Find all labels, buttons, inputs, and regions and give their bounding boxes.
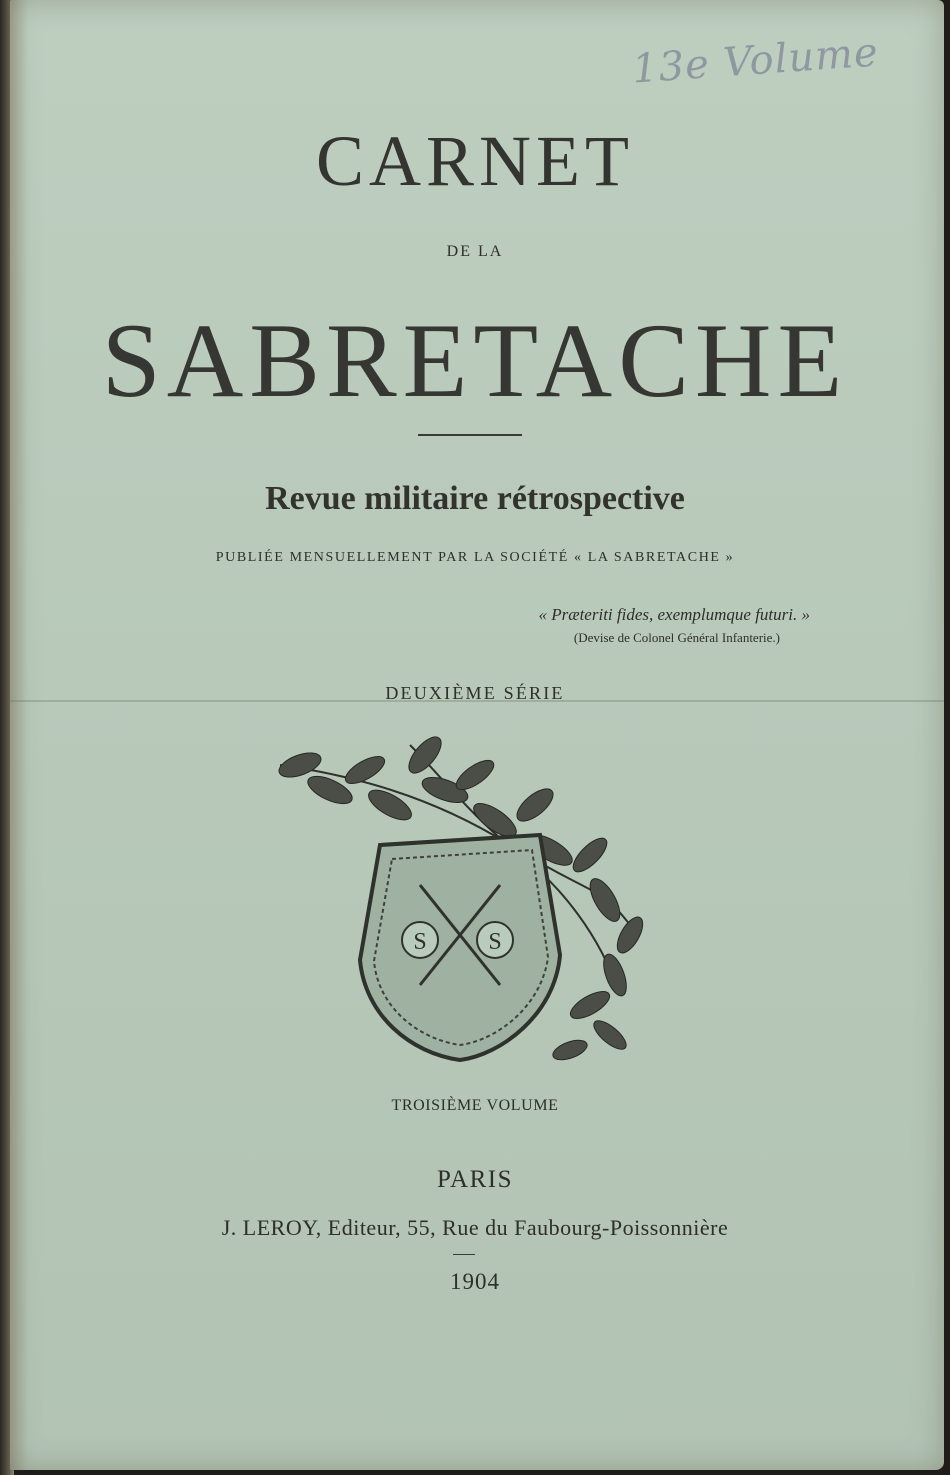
svg-text:S: S [488, 929, 502, 955]
publisher-note: PUBLIÉE MENSUELLEMENT PAR LA SOCIÉTÉ « LA SABRETACHE » [215, 550, 735, 565]
title-divider [418, 434, 522, 436]
title-sabretache: SABRETACHE [101, 302, 849, 419]
title-connector: DE LA [446, 243, 504, 260]
laurel-wreath-shield-icon [270, 735, 650, 1085]
publisher-divider [453, 1254, 475, 1255]
publisher-line: J. LEROY, Editeur, 55, Rue du Faubourg-Poissonnière [221, 1215, 729, 1240]
motto-source: (Devise de Colonel Général Infanterie.) [573, 630, 780, 645]
subtitle: Revue militaire rétrospective [265, 480, 685, 517]
title-carnet: CARNET [316, 121, 634, 201]
series-label: DEUXIÈME SÉRIE [385, 683, 565, 703]
svg-text:S: S [413, 929, 427, 955]
publication-year: 1904 [450, 1269, 500, 1294]
publication-city: PARIS [436, 1166, 514, 1193]
handwritten-note: 13e Volume [630, 29, 881, 93]
motto: « Præteriti fides, exemplumque futuri. » [538, 605, 810, 624]
volume-label: TROISIÈME VOLUME [391, 1097, 559, 1114]
